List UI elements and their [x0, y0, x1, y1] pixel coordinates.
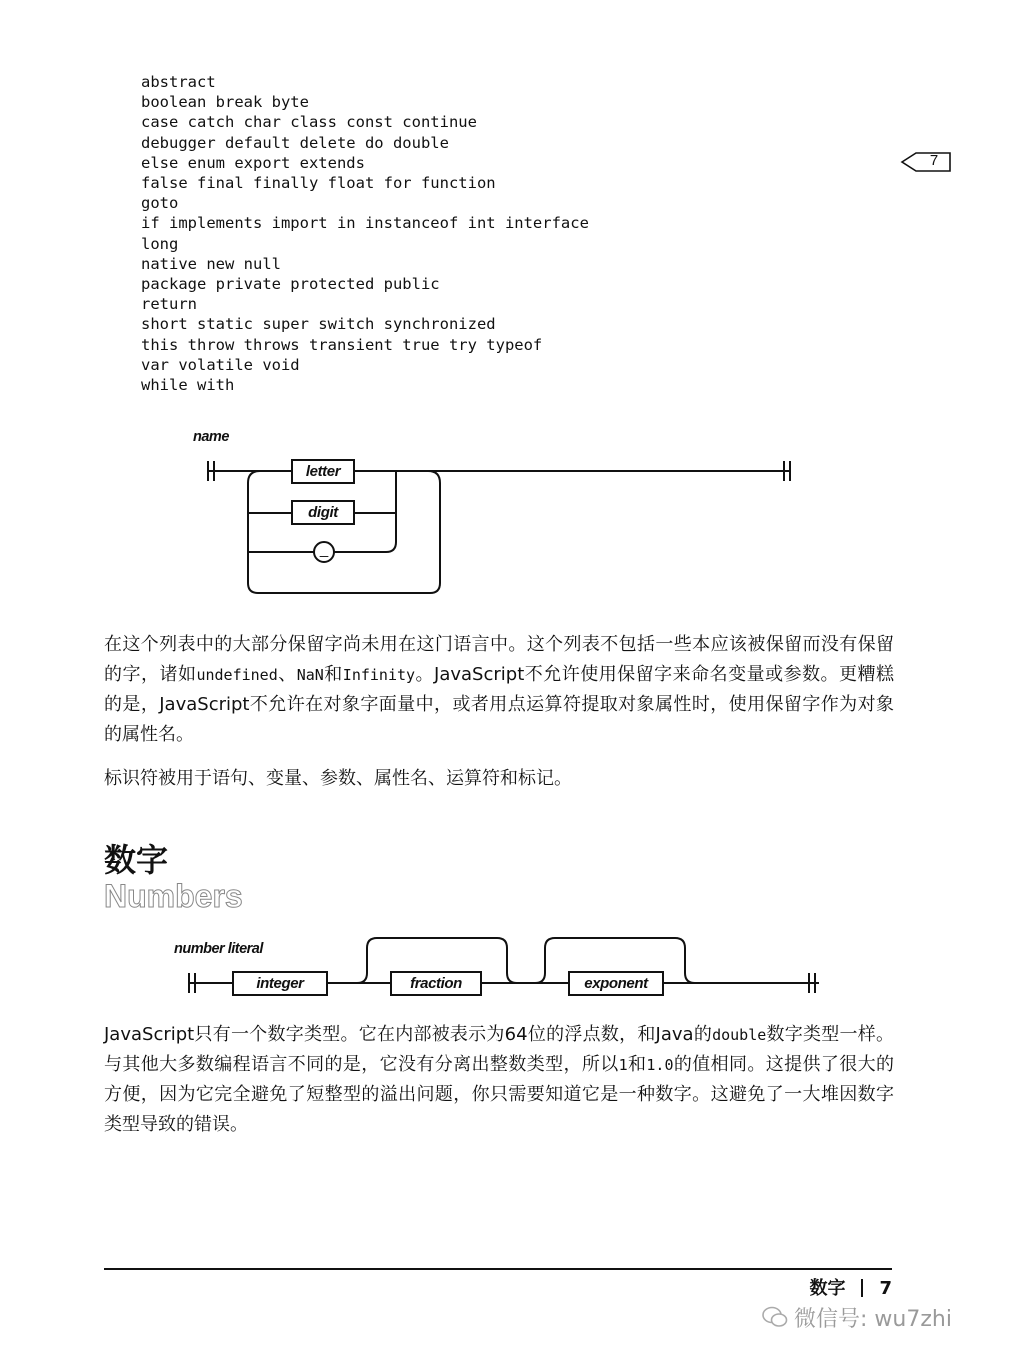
name-diagram-title: name [193, 429, 229, 445]
watermark-text: 微信号: wu7zhi [794, 1307, 952, 1332]
integer-box: integer [232, 971, 328, 996]
number-diagram-title: number literal [174, 941, 263, 957]
fraction-box: fraction [390, 971, 482, 996]
code-line: debugger default delete do double [141, 133, 449, 152]
digit-box: digit [291, 500, 355, 525]
name-railroad-diagram [200, 455, 800, 600]
code-line: native new null [141, 254, 281, 273]
footer-page-number: 7 [879, 1278, 892, 1299]
code-line: if implements import in instanceof int interface [141, 214, 589, 233]
wechat-icon [762, 1305, 788, 1329]
footer-separator [861, 1279, 863, 1297]
paragraph-numbers: JavaScript只有一个数字类型。它在内部被表示为64位的浮点数，和Java的double数字类型一样。与其他大多数编程语言不同的是，它没有分离出整数类型，所以1和1.0的值相同。这提供了很大的方便，因为它完全避免了短整型的溢出问题，你只需要知道它是一种数字。这避免了一大堆因数字类型导致的错误。 [104, 1024, 895, 1135]
section-title-en: Numbers [104, 878, 243, 914]
exponent-box: exponent [568, 971, 664, 996]
code-line: return [141, 295, 197, 314]
code-line: case catch char class const continue [141, 113, 477, 132]
underscore-circle: _ [313, 541, 335, 563]
code-line: else enum export extends [141, 153, 365, 172]
code-line: boolean break byte [141, 93, 309, 112]
reserved-words-listing [141, 72, 589, 395]
margin-page-marker [900, 151, 952, 173]
code-line: long [141, 234, 179, 253]
code-line: short static super switch synchronized [141, 315, 496, 334]
code-line: false final finally float for function [141, 174, 496, 193]
paragraph-reserved-words: 在这个列表中的大部分保留字尚未用在这门语言中。这个列表不包括一些本应该被保留而没有保留的字，诸如undefined、NaN和Infinity。JavaScript不允许使用保留字来命名变量或参数。更糟糕的是，JavaScript不允许在对象字面量中，或者用点运算符提取对象属性时，使用保留字作为对象的属性名。 [104, 634, 895, 745]
section-title-zh: 数字 [104, 841, 169, 879]
margin-page-number: 7 [929, 152, 939, 169]
code-line: goto [141, 194, 179, 213]
letter-box: letter [291, 459, 355, 484]
code-line: this throw throws transient true try typeof [141, 335, 543, 354]
paragraph-identifiers: 标识符被用于语句、变量、参数、属性名、运算符和标记。 [104, 768, 572, 789]
code-line: package private protected public [141, 275, 440, 294]
page-footer [809, 1274, 892, 1300]
code-line: abstract [141, 73, 216, 91]
footer-rule [104, 1268, 892, 1270]
code-line: var volatile void [141, 355, 300, 374]
code-line: while with [141, 376, 235, 395]
footer-section: 数字 [809, 1278, 846, 1299]
